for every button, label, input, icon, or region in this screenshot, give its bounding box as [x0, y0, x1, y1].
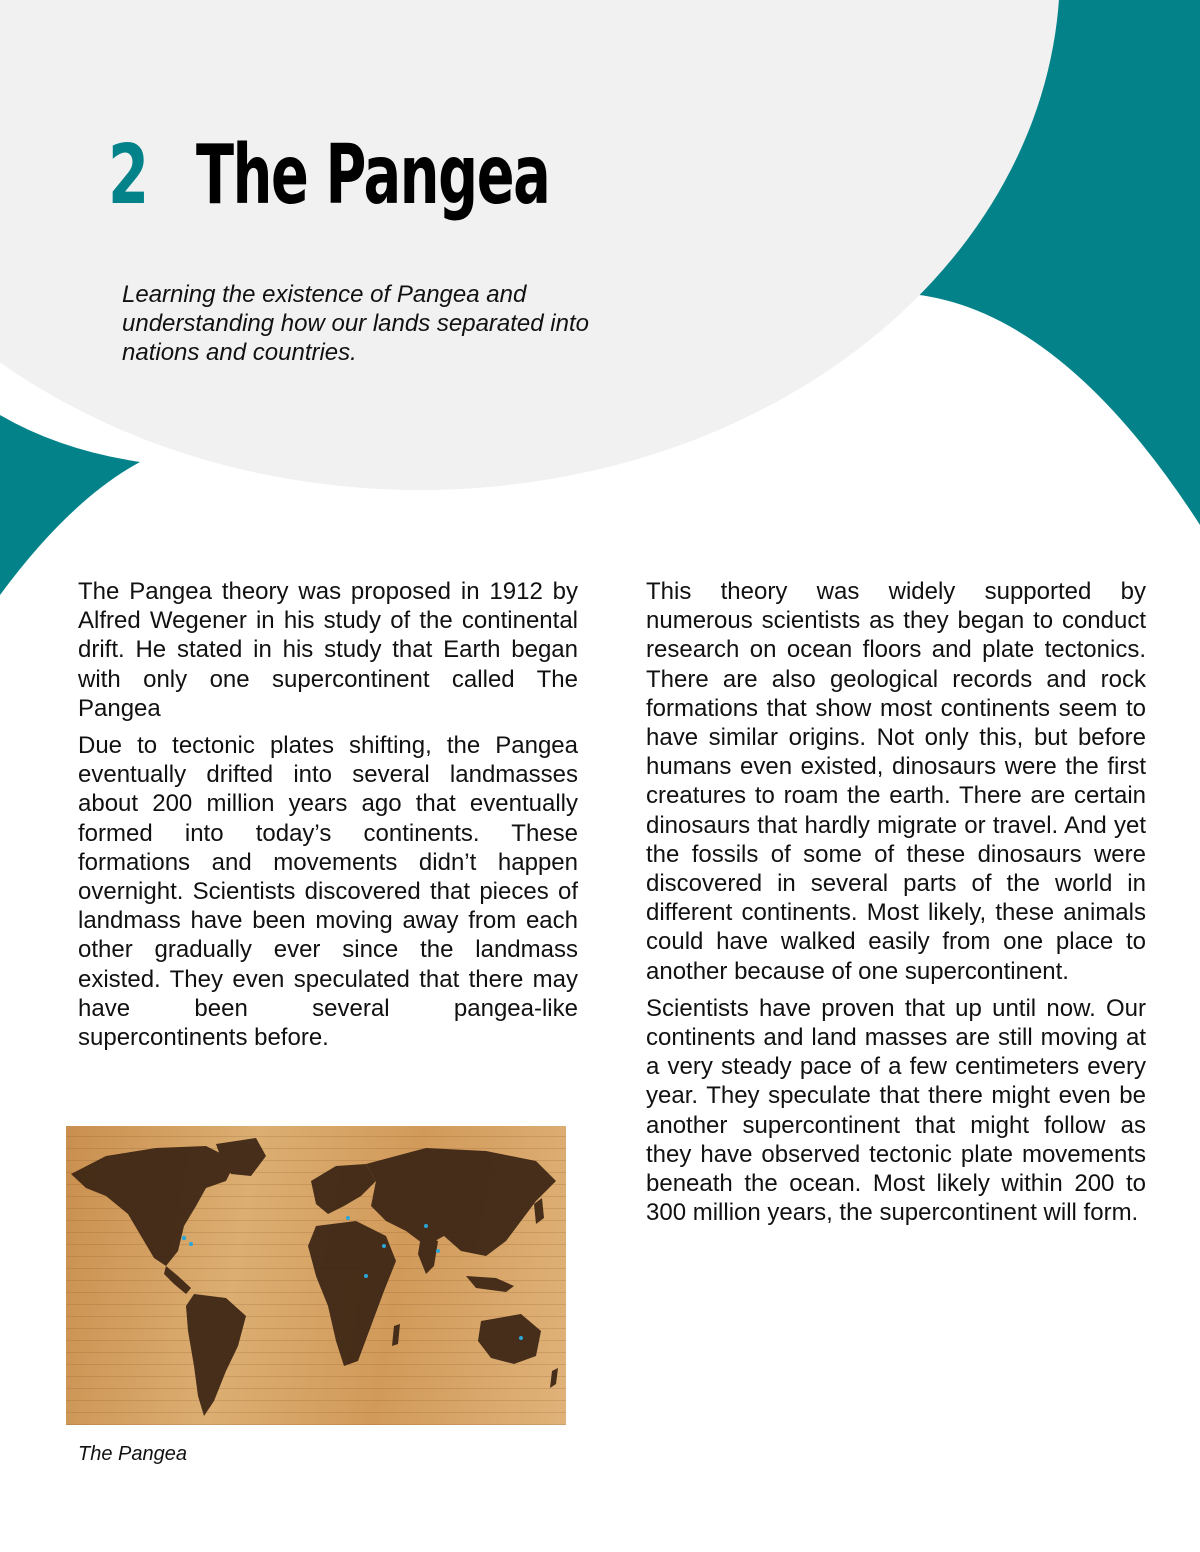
europe-shape — [311, 1164, 376, 1214]
map-pin — [424, 1224, 428, 1228]
wooden-world-map-image — [66, 1126, 566, 1425]
teal-left-shape — [0, 415, 140, 595]
japan-shape — [534, 1198, 544, 1224]
islands-shape — [466, 1276, 514, 1292]
map-pin — [364, 1274, 368, 1278]
north-america-shape — [71, 1146, 236, 1266]
map-pin — [436, 1249, 440, 1253]
central-america-shape — [164, 1266, 191, 1294]
africa-shape — [308, 1221, 396, 1366]
left-column — [78, 577, 578, 1060]
light-gray-circle — [0, 0, 1060, 490]
india-shape — [418, 1236, 438, 1274]
map-pin — [382, 1244, 386, 1248]
asia-shape — [366, 1148, 556, 1256]
madagascar-shape — [392, 1324, 400, 1346]
map-pin — [182, 1236, 186, 1240]
chapter-number: 2 — [108, 128, 148, 223]
map-pin — [189, 1242, 193, 1246]
paragraph: Due to tectonic plates shifting, the Pangea eventually drifted into several landmasses about 200 million years ago that eventually formed into today’s continents. These formations and movements didn’t happen overnight. Scientists discovered that pieces of landmass have been moving away from each other gradually ever since the landmass existed. They even speculated that there may have been several pangea-like supercontinents before. — [78, 732, 578, 1052]
paragraph: Scientists have proven that up until now. Our continents and land masses are still moving at a very steady pace of a few centimeters every year. They speculate that there might even be another supercontinent that might follow as they have observed tectonic plate movements beneath the ocean. Most likely within 200 to 300 million years, the supercontinent will form. — [646, 994, 1146, 1227]
page-subtitle: Learning the existence of Pangea and understanding how our lands separated into nations and countries. — [122, 281, 589, 366]
map-pin — [346, 1216, 350, 1220]
page-title: The Pangea — [196, 128, 550, 223]
new-zealand-shape — [550, 1368, 558, 1388]
paragraph: This theory was widely supported by numerous scientists as they began to conduct research on ocean floors and plate tectonics. There are also geological records and rock formations that show most continents seem to have similar origins. Not only this, but before humans even existed, dinosaurs were the first creatures to roam the earth. There are certain dinosaurs that hardly migrate or travel. And yet the fossils of some of these dinosaurs were discovered in several parts of the world in different continents. Most likely, these animals could have walked easily from one place to another because of one supercontinent. — [646, 578, 1146, 985]
paragraph: The Pangea theory was proposed in 1912 by Alfred Wegener in his study of the continental drift. He stated in his study that Earth began with only one supercontinent called The Pangea — [78, 578, 578, 722]
south-america-shape — [186, 1294, 246, 1416]
world-map-drawing — [66, 1126, 566, 1425]
image-caption: The Pangea — [78, 1443, 187, 1465]
australia-shape — [478, 1314, 541, 1364]
map-pin — [519, 1336, 523, 1340]
right-column — [646, 577, 1146, 1235]
